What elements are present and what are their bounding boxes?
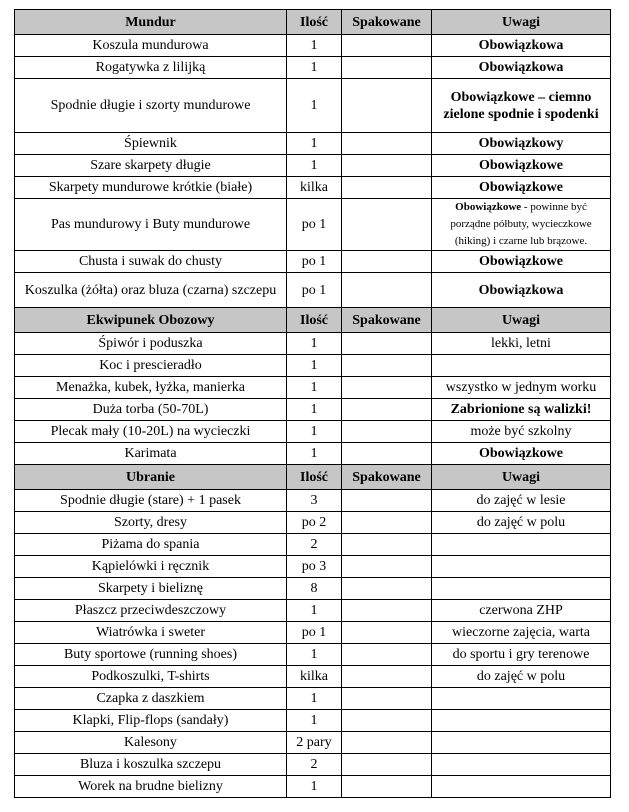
item-packed-cell[interactable] [342,355,432,377]
column-qty-header: Ilość [287,308,342,333]
item-name: Menażka, kubek, łyżka, manierka [15,377,287,399]
table-row [15,57,611,79]
item-name: Buty sportowe (running shoes) [15,644,287,666]
item-qty: 1 [287,710,342,732]
item-name: Skarpety mundurowe krótkie (białe) [15,177,287,199]
table-row [15,776,611,798]
item-packed-cell[interactable] [342,578,432,600]
item-packed-cell[interactable] [342,273,432,308]
item-packed-cell[interactable] [342,512,432,534]
item-packed-cell[interactable] [342,133,432,155]
item-note [432,556,611,578]
section-title: Ekwipunek Obozowy [15,308,287,333]
table-row [15,199,611,251]
item-name: Płaszcz przeciwdeszczowy [15,600,287,622]
item-note [432,355,611,377]
table-row [15,133,611,155]
item-packed-cell[interactable] [342,644,432,666]
table-row [15,377,611,399]
item-note: Obowiązkowe [432,177,611,199]
item-packed-cell[interactable] [342,155,432,177]
table-row [15,421,611,443]
item-qty: 1 [287,35,342,57]
item-qty: 1 [287,133,342,155]
item-qty: 8 [287,578,342,600]
item-name: Śpiewnik [15,133,287,155]
table-row [15,490,611,512]
item-qty: 1 [287,644,342,666]
item-packed-cell[interactable] [342,177,432,199]
item-qty: 1 [287,57,342,79]
item-packed-cell[interactable] [342,251,432,273]
section-title: Ubranie [15,465,287,490]
item-qty: 1 [287,399,342,421]
item-note [432,688,611,710]
item-name: Worek na brudne bielizny [15,776,287,798]
item-note: Obowiązkowa [432,35,611,57]
table-row [15,666,611,688]
item-note-detail: - powinne być porządne półbuty, wycieczkowe (hiking) i czarne lub brązowe. [450,201,592,247]
column-notes-header: Uwagi [432,465,611,490]
item-note: Obowiązkowe [432,443,611,465]
item-note [432,776,611,798]
item-name: Klapki, Flip-flops (sandały) [15,710,287,732]
table-row [15,177,611,199]
item-qty: 1 [287,79,342,133]
table-row [15,155,611,177]
table-row [15,399,611,421]
item-qty: po 3 [287,556,342,578]
table-row [15,754,611,776]
item-name: Czapka z daszkiem [15,688,287,710]
table-row [15,333,611,355]
item-packed-cell[interactable] [342,490,432,512]
item-note: do zajęć w lesie [432,490,611,512]
item-packed-cell[interactable] [342,57,432,79]
item-note: do zajęć w polu [432,666,611,688]
column-packed-header: Spakowane [342,10,432,35]
item-qty: 1 [287,377,342,399]
item-name: Spodnie długie (stare) + 1 pasek [15,490,287,512]
item-packed-cell[interactable] [342,710,432,732]
column-notes-header: Uwagi [432,308,611,333]
table-row [15,688,611,710]
item-name: Bluza i koszulka szczepu [15,754,287,776]
item-name: Skarpety i bieliznę [15,578,287,600]
item-qty: 2 pary [287,732,342,754]
item-name: Szorty, dresy [15,512,287,534]
item-name: Koszulka (żółta) oraz bluza (czarna) szczepu [15,273,287,308]
item-note: może być szkolny [432,421,611,443]
item-note: Obowiązkowe [432,155,611,177]
item-name: Szare skarpety długie [15,155,287,177]
item-note: do sportu i gry terenowe [432,644,611,666]
table-row [15,251,611,273]
item-packed-cell[interactable] [342,600,432,622]
item-qty: 1 [287,776,342,798]
item-qty: po 2 [287,512,342,534]
item-packed-cell[interactable] [342,666,432,688]
table-row [15,732,611,754]
item-note [432,732,611,754]
item-name: Kąpielówki i ręcznik [15,556,287,578]
section-header-ubranie [15,465,611,490]
item-name: Chusta i suwak do chusty [15,251,287,273]
item-packed-cell[interactable] [342,79,432,133]
packing-list-table [14,9,611,798]
section-header-ekwipunek [15,308,611,333]
table-row [15,600,611,622]
item-name: Spodnie długie i szorty mundurowe [15,79,287,133]
item-name: Podkoszulki, T-shirts [15,666,287,688]
item-packed-cell[interactable] [342,199,432,251]
item-qty: 1 [287,443,342,465]
item-qty: po 1 [287,199,342,251]
item-qty: 1 [287,421,342,443]
table-row [15,556,611,578]
item-packed-cell[interactable] [342,622,432,644]
item-packed-cell[interactable] [342,399,432,421]
table-row [15,534,611,556]
item-packed-cell[interactable] [342,421,432,443]
item-note [432,534,611,556]
item-name: Karimata [15,443,287,465]
item-qty: 2 [287,754,342,776]
item-note [432,710,611,732]
item-name: Pas mundurowy i Buty mundurowe [15,199,287,251]
item-name: Koszula mundurowa [15,35,287,57]
column-packed-header: Spakowane [342,465,432,490]
section-header-mundur [15,10,611,35]
item-qty: 1 [287,600,342,622]
item-note: czerwona ZHP [432,600,611,622]
table-row [15,578,611,600]
item-qty: 1 [287,333,342,355]
item-note: do zajęć w polu [432,512,611,534]
item-name: Plecak mały (10-20L) na wycieczki [15,421,287,443]
item-packed-cell[interactable] [342,556,432,578]
item-note [432,754,611,776]
item-name: Wiatrówka i sweter [15,622,287,644]
item-qty: 3 [287,490,342,512]
item-note: wszystko w jednym worku [432,377,611,399]
item-note: Obowiązkowe [432,251,611,273]
item-qty: po 1 [287,273,342,308]
item-packed-cell[interactable] [342,688,432,710]
item-qty: po 1 [287,251,342,273]
item-note [432,199,611,251]
column-qty-header: Ilość [287,465,342,490]
item-packed-cell[interactable] [342,732,432,754]
column-notes-header: Uwagi [432,10,611,35]
table-row [15,355,611,377]
item-note: lekki, letni [432,333,611,355]
table-row [15,644,611,666]
item-qty: po 1 [287,622,342,644]
item-name: Śpiwór i poduszka [15,333,287,355]
item-name: Koc i prescieradło [15,355,287,377]
item-note: wieczorne zajęcia, warta [432,622,611,644]
item-note [432,578,611,600]
item-qty: 2 [287,534,342,556]
item-name: Duża torba (50-70L) [15,399,287,421]
item-packed-cell[interactable] [342,35,432,57]
item-packed-cell[interactable] [342,377,432,399]
item-packed-cell[interactable] [342,534,432,556]
item-name: Kalesony [15,732,287,754]
table-row [15,710,611,732]
table-row [15,512,611,534]
column-packed-header: Spakowane [342,308,432,333]
item-name: Piżama do spania [15,534,287,556]
item-note-bold: Obowiązkowe [455,201,522,213]
table-row [15,35,611,57]
item-name: Rogatywka z lilijką [15,57,287,79]
item-qty: 1 [287,355,342,377]
item-packed-cell[interactable] [342,333,432,355]
table-row [15,443,611,465]
item-qty: 1 [287,688,342,710]
item-note: Obowiązkowy [432,133,611,155]
table-row [15,622,611,644]
table-row [15,79,611,133]
item-packed-cell[interactable] [342,776,432,798]
section-title: Mundur [15,10,287,35]
item-note: Obowiązkowa [432,57,611,79]
item-packed-cell[interactable] [342,754,432,776]
item-qty: kilka [287,666,342,688]
item-qty: 1 [287,155,342,177]
item-packed-cell[interactable] [342,443,432,465]
item-qty: kilka [287,177,342,199]
item-note: Zabrionione są walizki! [432,399,611,421]
table-row [15,273,611,308]
item-note: Obowiązkowe – ciemno zielone spodnie i spodenki [432,79,611,133]
column-qty-header: Ilość [287,10,342,35]
item-note: Obowiązkowa [432,273,611,308]
